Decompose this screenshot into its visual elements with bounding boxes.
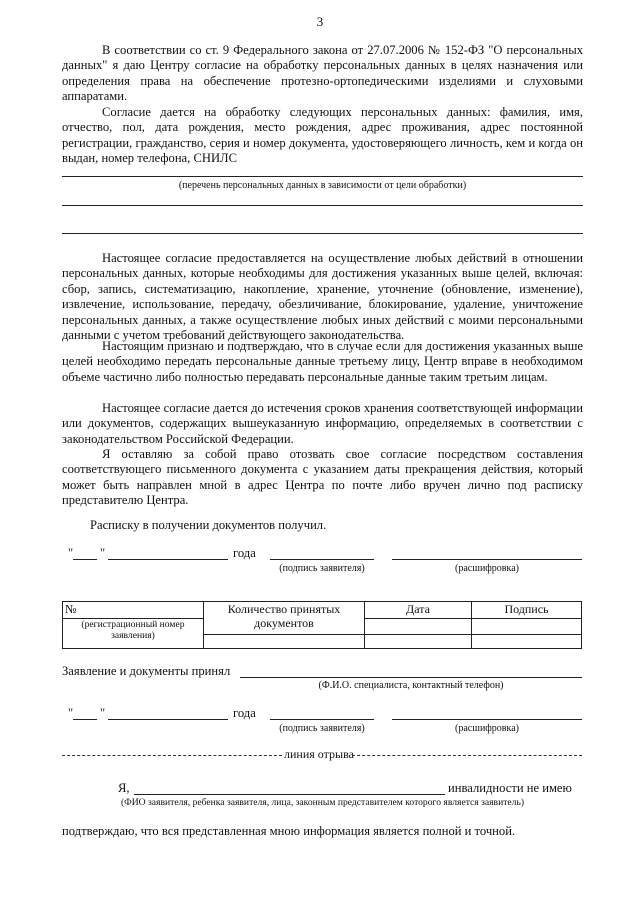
reg-date-cell[interactable] <box>365 619 472 635</box>
reg-number-caption: (регистрационный номер заявления) <box>81 619 185 641</box>
accepted-signature-field[interactable] <box>270 719 374 720</box>
declaration-i: Я, <box>118 781 130 795</box>
consent-paragraph-3: Настоящее согласие предоставляется на осуществление любых действий в отношении персональных данных, которые необходимы для достижения указанных выше целей, включая: сбор, запись, систематизацию, накопление, хранение, уточнение (обновление, изменение), извлечение, использование, передачу, обезличивание, блокирование, удаление, уничтожение персональных данных, а также осуществление любых иных действий с моими персональными данными с учетом требований действующего законодательства. <box>62 251 583 343</box>
registration-table <box>62 601 582 649</box>
data-list-caption: (перечень персональных данных в зависимости от цели обработки) <box>178 180 467 191</box>
declaration-caption: (ФИО заявителя, ребенка заявителя, лица, законным представителем которого является заявитель) <box>120 797 525 808</box>
receipt-date-quote-close: " <box>100 546 106 560</box>
receipt-line: Расписку в получении документов получил. <box>90 518 327 532</box>
consent-paragraph-5: Настоящее согласие дается до истечения сроков хранения соответствующей информации или документов, содержащих вышеуказанную информацию, определяемых в соответствии с законодательством Российской Федерации. <box>62 401 583 446</box>
declaration-name-field[interactable] <box>134 794 445 795</box>
consent-paragraph-6: Я оставляю за собой право отозвать свое согласие посредством составления соответствующего письменного документа с указанием даты прекращения действия, который может быть направлен мной в адрес Центра по почте либо вручен лично под расписку представителю Центра. <box>62 447 583 508</box>
accepted-label: Заявление и документы принял <box>62 664 231 678</box>
accepted-specialist-caption: (Ф.И.О. специалиста, контактный телефон) <box>318 680 504 691</box>
accepted-month-field[interactable] <box>108 719 228 720</box>
tear-line-label: линия отрыва <box>284 747 354 761</box>
accepted-date-quote-close: " <box>100 706 106 720</box>
accepted-year-word: года <box>233 706 256 720</box>
reg-sign-header: Подпись <box>472 602 582 619</box>
consent-paragraph-2: Согласие дается на обработку следующих персональных данных: фамилия, имя, отчество, пол, дата рождения, место рождения, адрес проживания, адрес постоянной регистрации, гражданство, серия и номер документа, удостоверяющего личность, кем и когда он выдан, номер телефона, СНИЛС <box>62 105 583 166</box>
accepted-specialist-field[interactable] <box>240 677 582 678</box>
reg-count-cell[interactable] <box>204 635 365 649</box>
tear-line-right <box>352 755 582 756</box>
data-list-line-3 <box>62 233 583 234</box>
receipt-day-field[interactable] <box>73 559 97 560</box>
receipt-signature-caption: (подпись заявителя) <box>279 563 365 574</box>
tear-line-left <box>62 755 282 756</box>
receipt-decode-caption: (расшифровка) <box>455 563 519 574</box>
declaration-no-disability: инвалидности не имею <box>448 781 572 795</box>
accepted-decode-field[interactable] <box>392 719 582 720</box>
receipt-year-word: года <box>233 546 256 560</box>
receipt-date-quote-open: " <box>68 546 74 560</box>
accepted-signature-caption: (подпись заявителя) <box>279 723 365 734</box>
reg-number-header <box>63 602 204 619</box>
declaration-confirm: подтверждаю, что вся представленная мною информация является полной и точной. <box>62 824 516 838</box>
page-number: 3 <box>316 14 324 29</box>
accepted-day-field[interactable] <box>73 719 97 720</box>
data-list-line-1 <box>62 176 583 177</box>
reg-date-header: Дата <box>365 602 472 619</box>
accepted-date-quote-open: " <box>68 706 74 720</box>
reg-number-label: № <box>65 602 77 616</box>
data-list-line-2 <box>62 205 583 206</box>
receipt-month-field[interactable] <box>108 559 228 560</box>
consent-paragraph-1: В соответствии со ст. 9 Федерального закона от 27.07.2006 № 152-ФЗ "О персональных данных" я даю Центру согласие на обработку персональных данных в целях назначения или определения права на обеспечение протезно-ортопедическими изделиями и слуховыми аппаратами. <box>62 43 583 104</box>
accepted-decode-caption: (расшифровка) <box>455 723 519 734</box>
consent-paragraph-4: Настоящим признаю и подтверждаю, что в случае если для достижения указанных выше целей необходимо передать персональные данные третьему лицу, Центр вправе в необходимом объеме частично либо полностью передавать персональные данные таким третьим лицам. <box>62 339 583 384</box>
reg-number-cell[interactable] <box>63 619 204 649</box>
reg-count-header: Количество принятых документов <box>204 602 365 635</box>
reg-sign-cell-2[interactable] <box>472 635 582 649</box>
receipt-signature-field[interactable] <box>270 559 374 560</box>
receipt-decode-field[interactable] <box>392 559 582 560</box>
reg-sign-cell[interactable] <box>472 619 582 635</box>
reg-date-cell-2[interactable] <box>365 635 472 649</box>
